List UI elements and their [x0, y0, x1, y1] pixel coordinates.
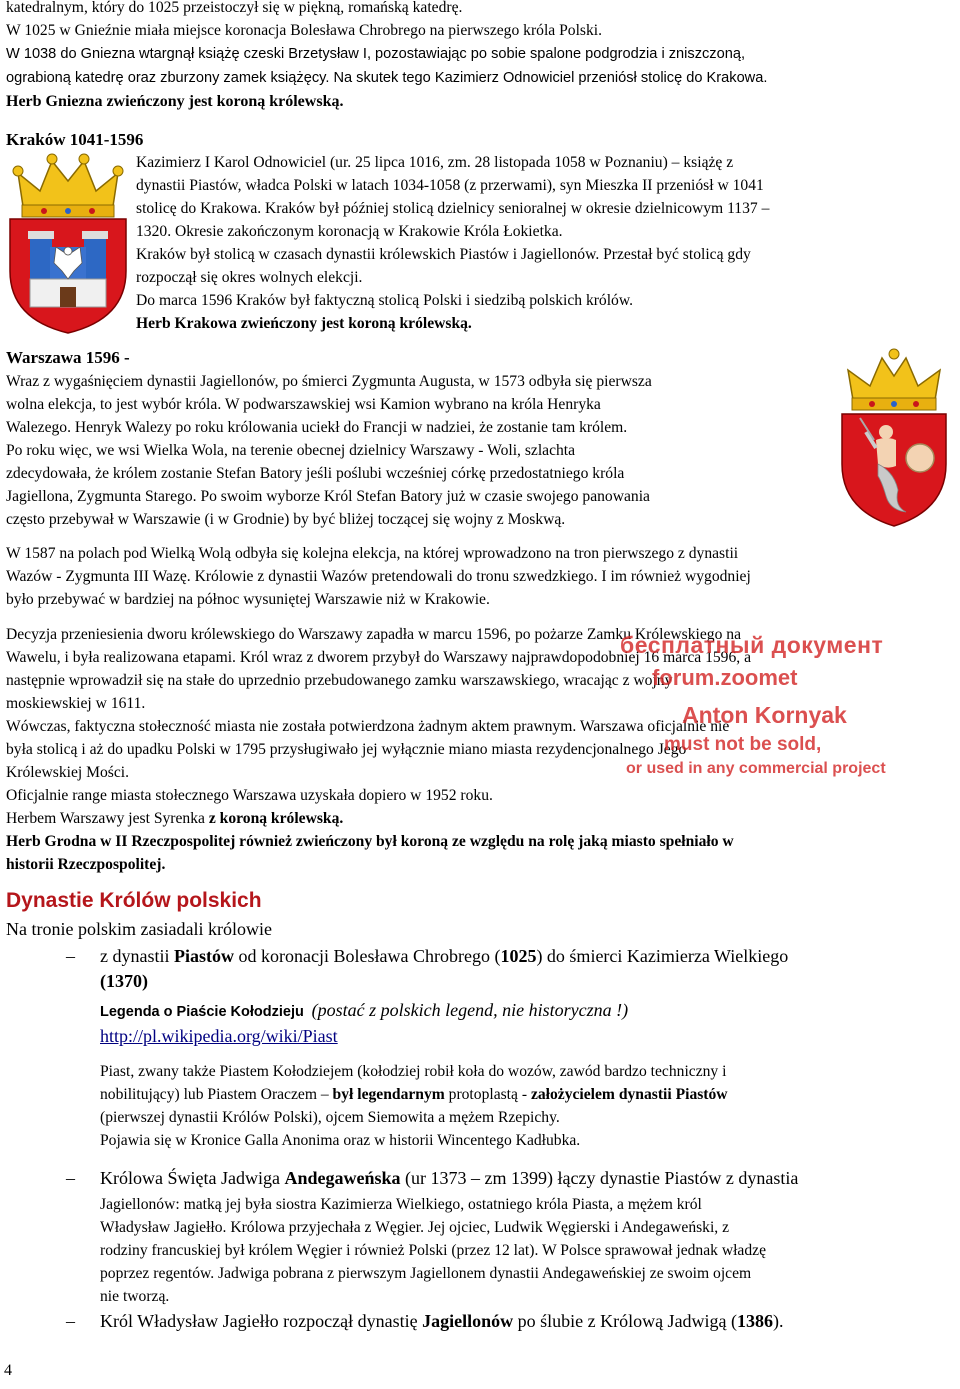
piast-desc-line-1: Piast, zwany także Piastem Kołodziejem (kołodziej robił koła do wozów, zawód bardzo techniczny i — [100, 1063, 727, 1080]
jadwiga-line-1 — [100, 1166, 798, 1190]
warszawa-p1-line-1: Wraz z wygaśnięciem dynastii Jagiellonów, po śmierci Zygmunta Augusta, w 1573 odbyła się pierwsza — [6, 373, 652, 390]
krakow-line-4: 1320. Okresie zakończonym koronacją w Krakowie Króla Łokietka. — [136, 223, 563, 240]
piast-desc-text-a: nobilitujący) lub Piastem Oraczem – — [100, 1086, 333, 1103]
warszawa-p3-line-6: była stolicą i aż do upadku Polski w 1795 przysługiwało jej wyłącznie miano miasta rezydencjonalnego Jego — [6, 741, 687, 758]
gniezno-crown-note: Herb Gniezna zwieńczony jest koroną królewską. — [6, 93, 344, 110]
piast-text-e: ) do śmierci Kazimierza Wielkiego — [536, 946, 789, 966]
legenda-title: Legenda o Piaście Kołodzieju — [100, 1004, 304, 1020]
warszawa-p1-line-4: Po roku więc, we wsi Wielka Wola, na terenie obecnej dzielnicy Warszawy - Woli, szlachta — [6, 442, 576, 459]
herb-crown-text: z koroną królewską. — [208, 810, 344, 827]
jadwiga-dash: – — [66, 1168, 75, 1188]
jagiello-text-d: 1386 — [737, 1311, 774, 1331]
crown-icon — [13, 154, 123, 217]
piast-desc-line-2 — [100, 1084, 728, 1105]
jagiello-line — [100, 1309, 784, 1333]
watermark-line-5: or used in any commercial project — [626, 760, 886, 777]
watermark-line-2: forum.zoomet — [652, 665, 798, 690]
warszawa-p3-line-1: Decyzja przeniesienia dworu królewskiego do Warszawy zapadła w marcu 1596, po pożarze Zamku Królewskiego na — [6, 626, 741, 643]
warszawa-p1-line-5: zdecydowała, że królem zostanie Stefan Batory jeśli poślubi wcześniej córkę przedostatniego króla — [6, 465, 625, 482]
jagiello-text-b: Jagiellonów — [422, 1311, 514, 1331]
page-number: 4 — [4, 1362, 12, 1379]
krakow-line-1: Kazimierz I Karol Odnowiciel (ur. 25 lipca 1016, zm. 28 listopada 1058 w Poznaniu) – książę z — [136, 154, 734, 171]
piast-name: Piastów — [174, 946, 234, 966]
herb-text: Herbem Warszawy jest Syrenka — [6, 810, 209, 827]
piast-desc-text-b: był legendarnym — [332, 1086, 445, 1103]
warszawa-p3-line-7: Królewskiej Mości. — [6, 764, 129, 781]
krakow-line-5: Kraków był stolicą w czasach dynastii królewskich Piastów i Jagiellonów. Przestał być stolicą gdy — [136, 246, 751, 263]
jadwiga-line-4: rodziny francuskiej był królem Węgier i również Polski (przez 12 lat). W Polsce sprawował jednak władzę — [100, 1242, 766, 1259]
warszawa-p3-line-2: Wawelu, i była realizowana etapami. Król wraz z dworem przybył do Warszawy najprawdopodobniej 16 marca 1596, a — [6, 649, 751, 666]
dynastie-heading: Dynastie Królów polskich — [6, 889, 262, 912]
dynastie-intro: Na tronie polskim zasiadali królowie — [6, 919, 272, 939]
jagiello-text-e: ). — [773, 1311, 784, 1331]
warszawa-p2-line-3: było przebywać w bardziej na północ wysuniętej Warszawie niż w Krakowie. — [6, 591, 490, 608]
piast-desc-text-d: założycielem dynastii Piastów — [530, 1086, 728, 1103]
watermark-line-3: Anton Kornyak — [682, 702, 847, 728]
wiki-link-row — [100, 1024, 338, 1048]
jadwiga-line-5: poprzez regentów. Jadwiga pobrana z pierwszym Jagiellonem dynastii Andegaweńskiej ze swoim ojcem — [100, 1265, 752, 1282]
warszawa-p1-line-6: Jagiellona, Zygmunta Starego. Po swoim wyborze Król Stefan Batory już w czasie swojego panowania — [6, 488, 650, 505]
krakow-crown-note: Herb Krakowa zwieńczony jest koroną królewską. — [136, 315, 472, 332]
intro-line-2: W 1025 w Gnieźnie miała miejsce koronacja Bolesława Chrobrego na pierwszego króla Polski. — [6, 22, 603, 39]
warszawa-p2-line-2: Wazów - Zygmunta III Wazę. Królowie z dynastii Wazów pretendowali do tronu szwedzkiego. I im również wygodniej — [6, 568, 751, 585]
krakow-heading: Kraków 1041-1596 — [6, 130, 144, 149]
warszawa-p3-line-8: Oficjalnie range miasta stołecznego Warszawa uzyskała dopiero w 1952 roku. — [6, 787, 493, 804]
krakow-line-6: rozpoczął się okres wolnych elekcji. — [136, 269, 363, 286]
legenda-note: (postać z polskich legend, nie historyczna !) — [311, 1000, 629, 1020]
watermark-line-1: бесплатный документ — [620, 632, 884, 658]
piast-desc-line-4: Pojawia się w Kronice Galla Anonima oraz w historii Wincentego Kadłubka. — [100, 1132, 581, 1149]
jagiello-text-c: po ślubie z Królową Jadwigą ( — [513, 1311, 738, 1331]
warszawa-p3-line-5: Wówczas, faktyczna stołeczność miasta nie została potwierdzona żadnym aktem prawnym. Warszawa oficjalnie nie — [6, 718, 730, 735]
jadwiga-text-a: Królowa Święta Jadwiga — [100, 1168, 285, 1188]
jagiello-text-a: Król Władysław Jagiełło rozpoczął dynastię — [100, 1311, 423, 1331]
watermark-line-4: must not be sold, — [664, 734, 822, 755]
warszawa-p2-line-1: W 1587 na polach pod Wielką Wolą odbyła się kolejna elekcja, na której wprowadzono na tron pierwszego z dynastii — [6, 545, 739, 562]
warszawa-p1-line-3: Walezego. Henryk Walezy po roku królowania uciekł do Francji w nadziei, że zostanie tam królem. — [6, 419, 628, 436]
piast-dash: – — [66, 946, 75, 966]
intro-line-1: katedralnym, który do 1025 przeistoczył się w piękną, romańską katedrę. — [6, 0, 463, 16]
jadwiga-line-2: Jagiellonów: matką jej była siostra Kazimierza Wielkiego, ostatniego króla Piasta, a mężem król — [100, 1196, 702, 1213]
piast-desc-line-3: (pierwszej dynastii Królów Polski), ojcem Siemowita a mężem Rzepichy. — [100, 1109, 560, 1126]
jadwiga-line-6: nie tworzą. — [100, 1288, 170, 1305]
jagiello-dash: – — [66, 1311, 75, 1331]
krakow-coat-of-arms — [4, 151, 132, 335]
piast-text-c: od koronacji Bolesława Chrobrego ( — [234, 946, 501, 966]
crown-icon — [848, 349, 940, 410]
warszawa-p1-line-2: wolna elekcja, to jest wybór króla. W podwarszawskiej wsi Kamion wybrano na króla Henryka — [6, 396, 601, 413]
grodno-line-1: Herb Grodna w II Rzeczpospolitej również zwieńczony był koroną ze względu na rolę jaką miasto spełniało w — [6, 833, 734, 850]
jadwiga-text-b: Andegaweńska — [284, 1168, 401, 1188]
grodno-line-2: historii Rzeczpospolitej. — [6, 856, 166, 873]
piast-start-year: 1025 — [500, 946, 537, 966]
piast-end-year: (1370) — [100, 971, 148, 991]
warszawa-herb-line — [6, 809, 343, 829]
krakow-line-3: stolicę do Krakowa. Kraków był później stolicą dzielnicy senioralnej w okresie dzielnicowym 1137 – — [136, 200, 770, 217]
warszawa-p3-line-4: moskiewskiej w 1611. — [6, 695, 146, 712]
warszawa-p1-line-7: często przebywał w Warszawie (i w Grodnie) by być bliżej toczącej się wojny z Moskwą. — [6, 511, 566, 528]
jadwiga-text-c: (ur 1373 – zm 1399) łączy dynastie Piastów z dynastia — [400, 1168, 799, 1188]
piast-line-1 — [100, 944, 788, 968]
krakow-line-2: dynastii Piastów, władca Polski w latach 1034-1058 (z przerwami), syn Mieszka II przeniósł w 1041 — [136, 177, 764, 194]
krakow-line-7: Do marca 1596 Kraków był faktyczną stolicą Polski i siedzibą polskich królów. — [136, 292, 634, 309]
legenda-line — [100, 1000, 628, 1023]
warszawa-heading: Warszawa 1596 - — [6, 348, 130, 367]
jadwiga-line-3: Władysław Jagiełło. Królowa przyjechała z Węgier. Jej ojciec, Ludwik Węgierski i Andegaweński, z — [100, 1219, 730, 1236]
piast-desc-text-c: protoplastą - — [444, 1086, 531, 1103]
warszawa-coat-of-arms — [836, 348, 952, 528]
intro-line-3: W 1038 do Gniezna wtargnął książę czeski Brzetysław I, pozostawiając po sobie spalone podgrodzia i zniszczoną, — [6, 46, 745, 62]
warszawa-p3-line-3: następnie wprowadził się na stałe do uprzednio przebudowanego zamku warszawskiego, wracając z wojny — [6, 672, 673, 689]
piast-text-a: z dynastii — [100, 946, 174, 966]
intro-line-4: ograbioną katedrę oraz zburzony zamek książęcy. Na skutek tego Kazimierz Odnowiciel przeniósł stolicę do Krakowa. — [6, 70, 768, 86]
wiki-piast-link[interactable]: http://pl.wikipedia.org/wiki/Piast — [100, 1026, 338, 1046]
